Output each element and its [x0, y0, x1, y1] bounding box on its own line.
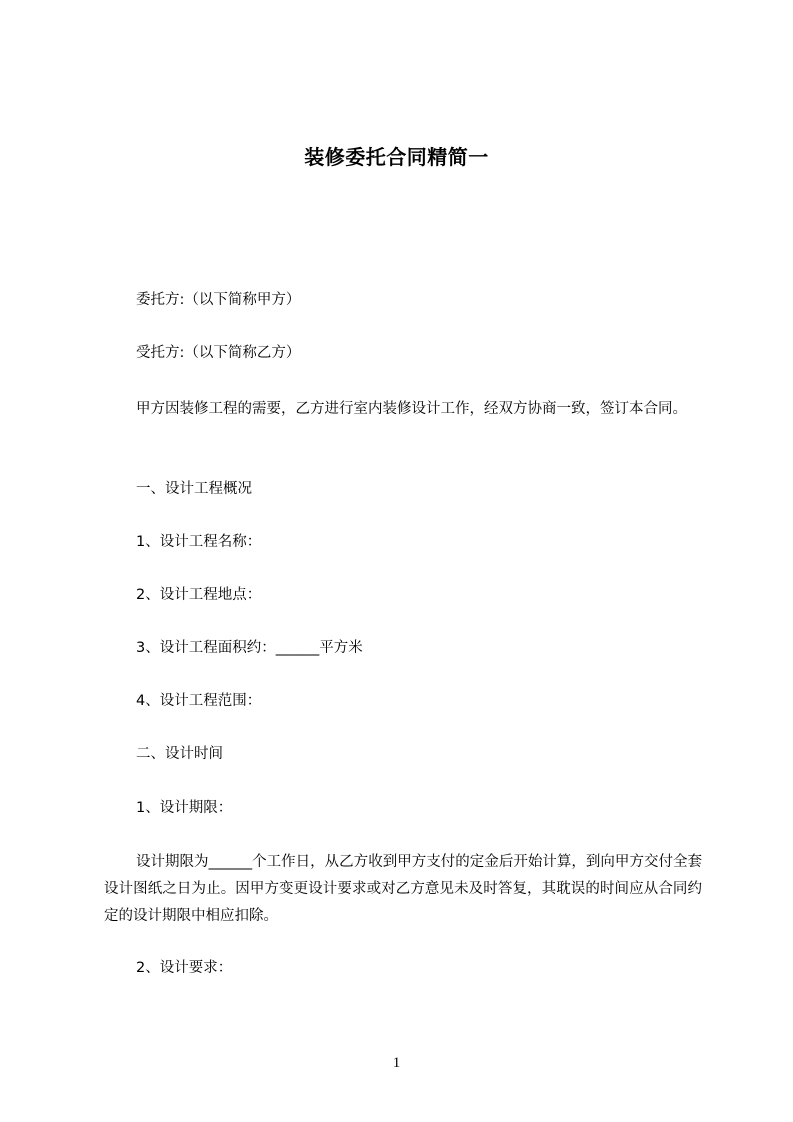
item-design-requirements: 2、设计要求：: [136, 960, 233, 976]
item-design-period: 1、设计期限：: [136, 800, 233, 816]
intro-paragraph: 甲方因装修工程的需要，乙方进行室内装修设计工作，经双方协商一致，签订本合同。: [136, 401, 687, 417]
contractor-line: 受托方:（以下简称乙方）: [136, 345, 301, 361]
section-heading-project-overview: 一、设计工程概况: [136, 481, 252, 497]
item-project-location: 2、设计工程地点：: [136, 587, 262, 603]
section-heading-design-time: 二、设计时间: [136, 746, 223, 762]
item-project-area: 3、设计工程面积约：______平方米: [136, 640, 363, 656]
item-project-name: 1、设计工程名称：: [136, 534, 262, 550]
page-number: 1: [392, 1055, 401, 1071]
design-period-paragraph: 设计期限为______个工作日，从乙方收到甲方支付的定金后开始计算，到向甲方交付全套设计图纸之日为止。因甲方变更设计要求或对乙方意见未及时答复，其耽误的时间应从合同约定的设计期限中相应扣除。: [104, 854, 702, 924]
document-title: 装修委托合同精简一: [304, 145, 489, 169]
item-project-scope: 4、设计工程范围：: [136, 693, 262, 709]
client-line: 委托方:（以下简称甲方）: [136, 292, 301, 308]
